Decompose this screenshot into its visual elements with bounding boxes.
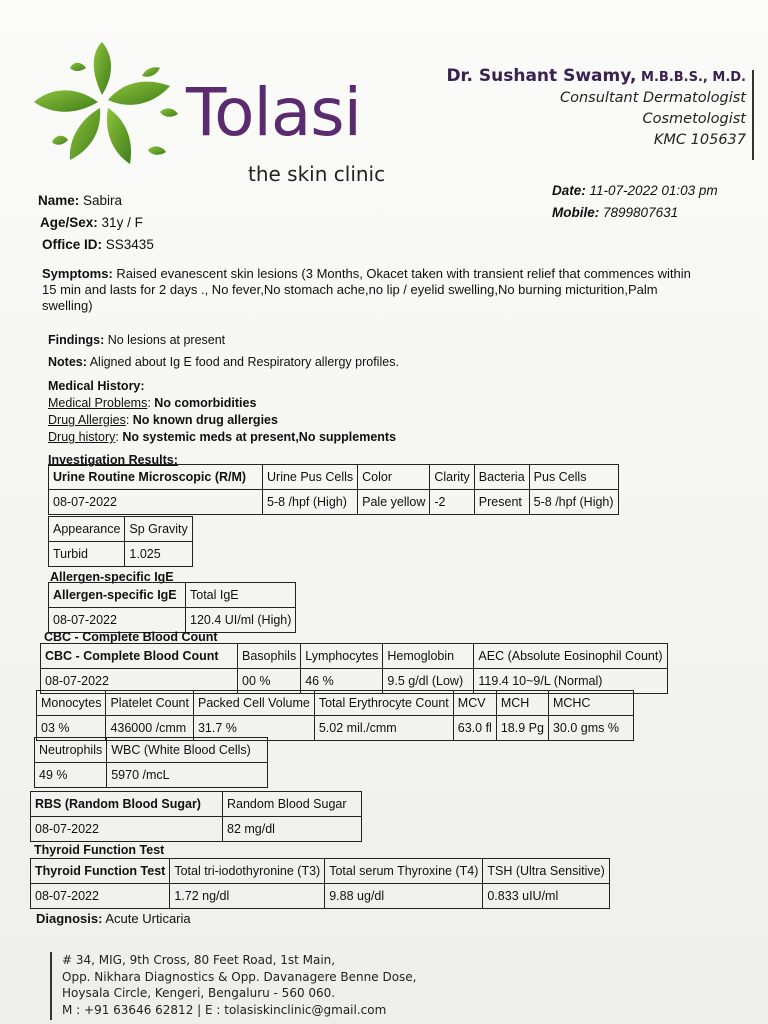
table-cell: 5-8 /hpf (High) (529, 490, 618, 515)
diagnosis (36, 911, 191, 926)
table-cell: 436000 /cmm (106, 716, 194, 741)
table-cell: 18.9 Pg (496, 716, 548, 741)
table-header: RBS (Random Blood Sugar) (31, 792, 223, 817)
table-row (35, 763, 268, 788)
cbc-table-2 (36, 690, 634, 741)
notes-text: Aligned about Ig E food and Respiratory allergy profiles. (89, 355, 399, 369)
investigation-title: Investigation Results: (48, 453, 178, 467)
table-header: Bacteria (474, 465, 529, 490)
address-line-2: Opp. Nikhara Diagnostics & Opp. Davanagere Benne Dose, (62, 969, 417, 984)
contact-line: M : +91 63646 62812 | E : tolasiskinclinic@gmail.com (62, 1002, 387, 1017)
drug-history-text: No systemic meds at present,No supplements (122, 430, 397, 444)
doctor-title-2: Cosmetologist (642, 111, 746, 127)
table-cell: 08-07-2022 (31, 817, 223, 842)
table-cell: 1.025 (125, 542, 192, 567)
symptoms-line-2: 15 min and lasts for 2 days ., No fever,No stomach ache,no lip / eyelid swelling,No burning micturition,Palm (42, 282, 658, 297)
table-header: WBC (White Blood Cells) (107, 738, 268, 763)
table-header-row (31, 859, 610, 884)
findings (48, 332, 225, 349)
allergies-label: Drug Allergies (48, 413, 126, 427)
table-header: Total IgE (186, 583, 296, 608)
table-header: Sp Gravity (125, 517, 192, 542)
date-label: Date: (552, 183, 586, 198)
table-cell: 08-07-2022 (41, 669, 238, 694)
age-label: Age/Sex: (40, 215, 98, 230)
doctor-block (446, 66, 746, 151)
symptoms (42, 266, 752, 314)
table-cell: Present (474, 490, 529, 515)
table-header: Packed Cell Volume (193, 691, 314, 716)
table-row (49, 490, 619, 515)
allergies-text: No known drug allergies (132, 413, 278, 427)
table-cell: 00 % (238, 669, 301, 694)
table-cell: 5.02 mil./cmm (314, 716, 453, 741)
table-cell: 30.0 gms % (548, 716, 633, 741)
table-cell: 5970 /mcL (107, 763, 268, 788)
table-header-row (37, 691, 634, 716)
table-header: Appearance (49, 517, 125, 542)
urine-table (48, 464, 619, 515)
leaf-flower-logo-icon (30, 40, 190, 190)
medical-history: Medical History: Medical Problems: No comorbidities Drug Allergies: No known drug allergies Drug history: No systemic meds at present,No supplements (48, 379, 397, 444)
ige-title: Allergen-specific IgE (50, 570, 174, 584)
patient-info (38, 190, 154, 256)
cbc-table-3 (34, 737, 268, 788)
table-cell: 9.88 ug/dl (325, 884, 483, 909)
table-header: Hemoglobin (383, 644, 474, 669)
clinic-name: Tolasi (186, 74, 361, 151)
table-header-row (35, 738, 268, 763)
table-header: CBC - Complete Blood Count (41, 644, 238, 669)
table-cell: 03 % (37, 716, 106, 741)
table-cell: 120.4 UI/ml (High) (186, 608, 296, 633)
doctor-degree: M.B.B.S., M.D. (641, 70, 746, 85)
table-header: Pus Cells (529, 465, 618, 490)
table-header: Neutrophils (35, 738, 107, 763)
doctor-name: Dr. Sushant Swamy, (446, 66, 637, 86)
rbs-table (30, 791, 362, 842)
table-header: Urine Routine Microscopic (R/M) (49, 465, 263, 490)
table-cell: 1.72 ng/dl (170, 884, 325, 909)
problems-label: Medical Problems (48, 396, 148, 410)
table-header: Clarity (430, 465, 474, 490)
address-line-1: # 34, MIG, 9th Cross, 80 Feet Road, 1st Main, (62, 953, 336, 967)
table-cell: 82 mg/dl (223, 817, 362, 842)
patient-office: SS3435 (105, 237, 154, 252)
table-header-row (49, 583, 296, 608)
table-cell: -2 (430, 490, 474, 515)
table-row (31, 817, 362, 842)
symptoms-line-1: Raised evanescent skin lesions (3 Months, Okacet taken with transient relief that commences within (116, 266, 691, 281)
table-row (49, 542, 193, 567)
name-label: Name: (38, 193, 80, 208)
history-label: Medical History: (48, 379, 145, 393)
visit-date: 11-07-2022 01:03 pm (589, 183, 718, 198)
table-cell: 9.5 g/dl (Low) (383, 669, 474, 694)
office-label: Office ID: (42, 237, 103, 252)
address-line-3: Hoysala Circle, Kengeri, Bengaluru - 560 060. (62, 986, 336, 1000)
table-header: Allergen-specific IgE (49, 583, 186, 608)
doctor-title-1: Consultant Dermatologist (559, 90, 746, 106)
clinic-address (62, 952, 417, 1018)
findings-text: No lesions at present (107, 333, 226, 347)
table-header: Color (358, 465, 430, 490)
notes (48, 354, 399, 371)
table-header-row (49, 517, 193, 542)
findings-label: Findings: (48, 333, 105, 347)
table-header: MCH (496, 691, 548, 716)
table-header-row (31, 792, 362, 817)
table-header: MCHC (548, 691, 633, 716)
table-header: Urine Pus Cells (263, 465, 358, 490)
table-header: Thyroid Function Test (31, 859, 170, 884)
table-cell: 08-07-2022 (31, 884, 170, 909)
cbc-title: CBC - Complete Blood Count (44, 630, 218, 644)
footer-divider (50, 952, 52, 1020)
table-row (49, 608, 296, 633)
symptoms-line-3: swelling) (42, 298, 93, 313)
table-cell: 0.833 uIU/ml (483, 884, 609, 909)
table-header: Total tri-iodothyronine (T3) (170, 859, 325, 884)
symptoms-label: Symptoms: (42, 266, 113, 281)
patient-name: Sabira (83, 193, 123, 208)
visit-info (552, 180, 718, 224)
table-cell: 08-07-2022 (49, 490, 263, 515)
ige-table (48, 582, 296, 633)
diagnosis-text: Acute Urticaria (105, 911, 191, 926)
visit-mobile: 7899807631 (603, 205, 679, 220)
table-header: TSH (Ultra Sensitive) (483, 859, 609, 884)
table-header: Basophils (238, 644, 301, 669)
table-header-row (49, 465, 619, 490)
table-header: Monocytes (37, 691, 106, 716)
table-cell: Turbid (49, 542, 125, 567)
table-header: MCV (453, 691, 496, 716)
notes-label: Notes: (48, 355, 87, 369)
table-cell: 49 % (35, 763, 107, 788)
problems-text: No comorbidities (154, 396, 257, 410)
mobile-label: Mobile: (552, 205, 600, 220)
table-header-row (41, 644, 668, 669)
drug-history-label: Drug history (48, 430, 116, 444)
doctor-divider (752, 70, 754, 160)
table-header: Platelet Count (106, 691, 194, 716)
cbc-table (40, 643, 668, 694)
table-header: Lymphocytes (301, 644, 383, 669)
urine-table-2 (48, 516, 193, 567)
table-header: Random Blood Sugar (223, 792, 362, 817)
table-cell: 46 % (301, 669, 383, 694)
doctor-reg: KMC 105637 (653, 132, 746, 148)
table-cell: 08-07-2022 (49, 608, 186, 633)
table-header: AEC (Absolute Eosinophil Count) (474, 644, 667, 669)
table-cell: 5-8 /hpf (High) (263, 490, 358, 515)
thyroid-table (30, 858, 610, 909)
table-cell: 63.0 fl (453, 716, 496, 741)
table-header: Total serum Thyroxine (T4) (325, 859, 483, 884)
diagnosis-label: Diagnosis: (36, 911, 103, 926)
table-cell: 119.4 10~9/L (Normal) (474, 669, 667, 694)
thyroid-title: Thyroid Function Test (34, 843, 165, 857)
clinic-tagline: the skin clinic (248, 162, 386, 186)
table-cell: 31.7 % (193, 716, 314, 741)
table-header: Total Erythrocyte Count (314, 691, 453, 716)
patient-age: 31y / F (101, 215, 143, 230)
table-cell: Pale yellow (358, 490, 430, 515)
table-row (31, 884, 610, 909)
